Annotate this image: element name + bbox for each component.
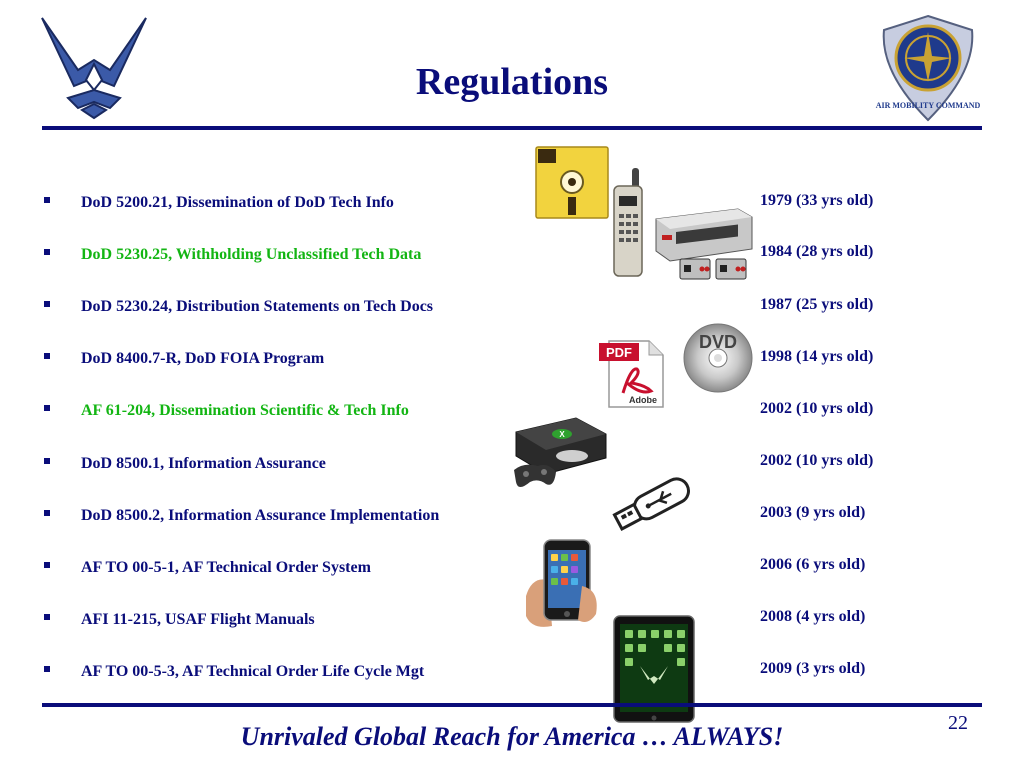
footer-divider [42, 703, 982, 707]
dvd-label: DVD [698, 332, 738, 352]
adobe-pdf-image [597, 337, 667, 409]
pdf-label: PDF [606, 345, 632, 360]
regulation-name: AF 61-204, Dissemination Scientific & Tech Info [81, 402, 409, 419]
regulation-name: AFI 11-215, USAF Flight Manuals [81, 611, 315, 628]
usb-drive-image [612, 475, 696, 533]
floppy-disk-image [534, 145, 610, 220]
regulation-year: 2002 (10 yrs old) [760, 400, 874, 417]
regulation-item [44, 347, 324, 371]
regulation-name: DoD 8500.1, Information Assurance [81, 455, 326, 472]
regulation-year: 1979 (33 yrs old) [760, 192, 874, 209]
page-number: 22 [948, 712, 968, 734]
bullet-icon [44, 562, 50, 568]
regulation-name: DoD 8500.2, Information Assurance Implementation [81, 507, 440, 524]
regulation-item [44, 608, 315, 632]
bullet-icon [44, 614, 50, 620]
regulation-item [44, 556, 371, 580]
iphone-image [522, 536, 600, 632]
bullet-icon [44, 197, 50, 203]
xbox-console-image [510, 412, 610, 494]
regulation-name: AF TO 00-5-1, AF Technical Order System [81, 559, 371, 576]
header-divider [42, 126, 982, 130]
bullet-icon [44, 666, 50, 672]
regulation-year: 1984 (28 yrs old) [760, 243, 874, 260]
page-title: Regulations [415, 61, 609, 103]
regulation-year: 1987 (25 yrs old) [760, 296, 874, 313]
amc-logo-text: AIR MOBILITY COMMAND [875, 101, 981, 110]
regulation-item [44, 243, 421, 267]
nes-console-image [652, 205, 755, 283]
brick-phone-image [606, 168, 648, 280]
footer-tagline: Unrivaled Global Reach for America … ALWAYS! [240, 722, 784, 751]
bullet-icon [44, 249, 50, 255]
regulation-year: 2003 (9 yrs old) [760, 504, 866, 521]
bullet-icon [44, 301, 50, 307]
regulation-name: DoD 5230.24, Distribution Statements on Tech Docs [81, 298, 434, 315]
regulation-name: DoD 8400.7-R, DoD FOIA Program [81, 350, 325, 367]
ipad-image [612, 614, 696, 724]
regulation-year: 2009 (3 yrs old) [760, 660, 866, 677]
regulation-year: 2006 (6 yrs old) [760, 556, 866, 573]
regulation-name: AF TO 00-5-3, AF Technical Order Life Cycle Mgt [81, 663, 425, 680]
regulation-year: 2002 (10 yrs old) [760, 452, 874, 469]
adobe-label: Adobe [629, 395, 657, 405]
bullet-icon [44, 510, 50, 516]
regulation-name: DoD 5200.21, Dissemination of DoD Tech Info [81, 194, 394, 211]
regulation-item [44, 452, 326, 476]
bullet-icon [44, 353, 50, 359]
regulation-item [44, 399, 409, 423]
regulation-item [44, 660, 424, 684]
regulation-item [44, 504, 439, 528]
regulation-year: 2008 (4 yrs old) [760, 608, 866, 625]
bullet-icon [44, 458, 50, 464]
regulation-year: 1998 (14 yrs old) [760, 348, 874, 365]
regulation-item [44, 191, 394, 215]
svg-text:X: X [559, 430, 565, 439]
regulation-name: DoD 5230.25, Withholding Unclassified Tech Data [81, 246, 422, 263]
dvd-image [680, 320, 756, 394]
bullet-icon [44, 405, 50, 411]
regulation-item [44, 295, 433, 319]
